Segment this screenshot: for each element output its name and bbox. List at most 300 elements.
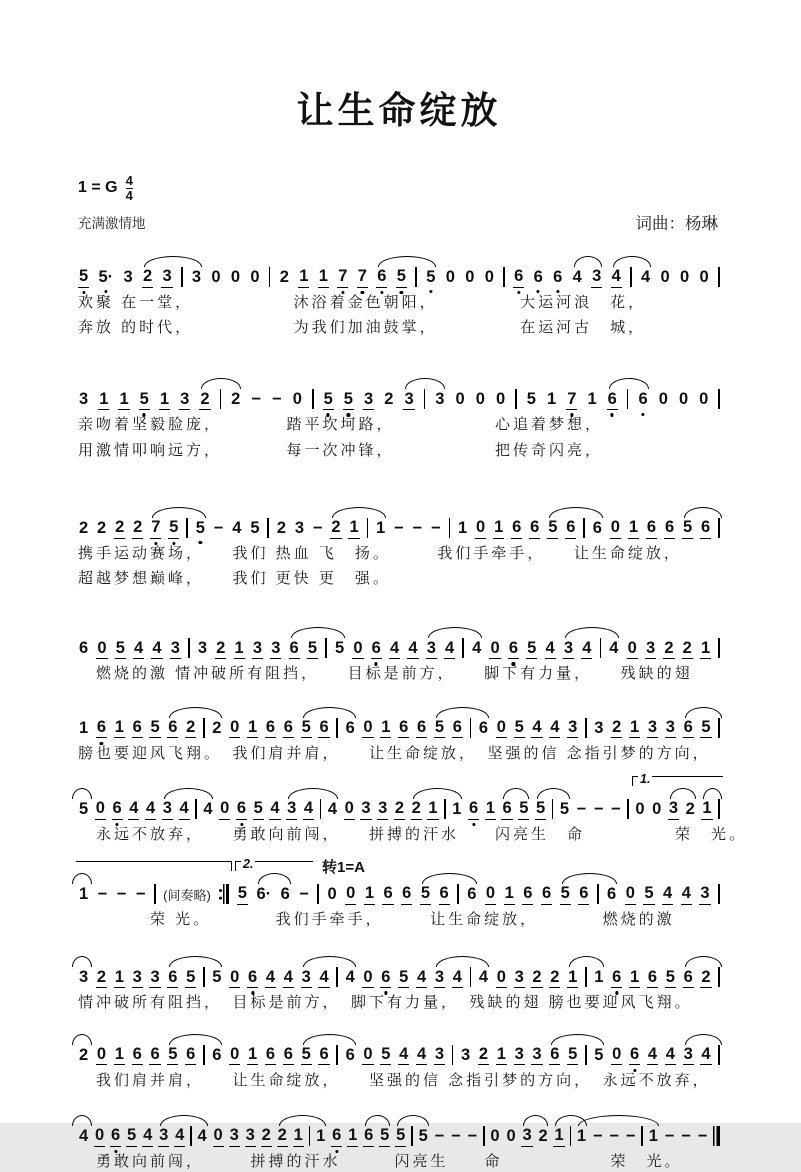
- note: [700, 1044, 711, 1066]
- note-number: 1: [380, 717, 391, 739]
- note-number: 5: [398, 967, 409, 989]
- barline: [718, 1045, 720, 1065]
- note: [699, 883, 710, 905]
- note: [98, 389, 109, 411]
- note: [247, 967, 258, 989]
- note: [179, 798, 190, 820]
- note: [552, 267, 563, 287]
- note: [679, 267, 690, 287]
- barline: [627, 389, 629, 409]
- note-number: −: [467, 1126, 478, 1145]
- note-number: 2: [663, 638, 674, 660]
- note-number: 4: [531, 717, 542, 739]
- note-number: 6: [468, 798, 479, 820]
- dash-note: [467, 1126, 479, 1146]
- barline: [203, 967, 205, 987]
- system-2: [78, 364, 720, 461]
- note: [303, 798, 314, 820]
- note-number: 4: [128, 798, 139, 820]
- note: [363, 1125, 374, 1147]
- note-number: 3: [79, 390, 89, 409]
- dash-note: [298, 884, 310, 904]
- note: [452, 967, 463, 989]
- note: [202, 799, 213, 819]
- note: [118, 389, 129, 411]
- note-number: 5: [323, 389, 334, 411]
- dash-note: [434, 1126, 446, 1146]
- barline: [336, 1045, 338, 1065]
- note: [514, 717, 525, 739]
- lyrics-line: 亲吻着坚毅脸庞， 踏平坎坷路， 心追着梦想，: [78, 416, 604, 434]
- note-number: 0: [635, 799, 645, 818]
- lyrics-line: 荣 光。 我们手牵手， 让生命绽放， 燃烧的激: [78, 911, 675, 929]
- note-number: 2: [682, 638, 693, 660]
- note: [628, 517, 639, 539]
- dash-note: [625, 1126, 637, 1146]
- note: [478, 718, 489, 738]
- note: [247, 1044, 258, 1066]
- lyrics-line: 奔放 的时代， 为我们加油鼓掌， 在运河古 城，: [78, 319, 647, 337]
- note-number: −: [213, 518, 224, 537]
- note-number: 0: [490, 1126, 500, 1145]
- note-number: 4: [452, 967, 463, 989]
- note: [149, 967, 160, 989]
- note-number: 2: [231, 390, 241, 409]
- note: [531, 717, 542, 739]
- note-number: 5: [343, 389, 354, 411]
- note-number: 6: [376, 266, 387, 288]
- note-number: 0: [362, 967, 373, 989]
- barline: [713, 1126, 720, 1146]
- note-number: 4: [472, 639, 482, 658]
- note: [362, 1044, 373, 1066]
- note: [94, 1125, 105, 1147]
- note: [360, 798, 371, 820]
- barline: [483, 1126, 485, 1146]
- note-number: 2: [549, 967, 560, 989]
- note: [648, 1126, 659, 1146]
- note: [318, 1044, 329, 1066]
- note-number: 4: [145, 798, 156, 820]
- note-number: 1: [553, 1125, 564, 1147]
- barline: [367, 518, 369, 538]
- note-number: 3: [434, 967, 445, 989]
- note: [345, 1045, 356, 1065]
- note-number: 6: [380, 967, 391, 989]
- note: [213, 1125, 224, 1147]
- note-number: 6: [132, 717, 143, 739]
- note: [398, 1044, 409, 1066]
- note-number: 2: [79, 1045, 89, 1064]
- note: [78, 1126, 89, 1146]
- note: [167, 1044, 178, 1066]
- note-number: 3: [647, 717, 658, 739]
- note: [265, 1044, 276, 1066]
- note-number: 4: [303, 798, 314, 820]
- note: [593, 1045, 604, 1065]
- note-number: −: [611, 799, 621, 818]
- note-number: 5: [334, 639, 345, 658]
- note: [158, 1125, 169, 1147]
- note-number: 1: [316, 1126, 326, 1145]
- note-number: 6: [398, 717, 409, 739]
- barline: [718, 267, 720, 287]
- note-number: 3: [665, 717, 676, 739]
- note-number: 1: [496, 1044, 507, 1066]
- note: [496, 717, 507, 739]
- note: [345, 967, 356, 987]
- note-number: 6: [318, 717, 329, 739]
- note: [682, 638, 693, 660]
- note: [566, 389, 577, 411]
- barline: [309, 1126, 311, 1146]
- note-number: 5: [149, 717, 160, 739]
- note-number: 5: [426, 267, 436, 286]
- tie-continuation-arc: [72, 788, 92, 799]
- note: [229, 967, 240, 989]
- note-number: 4: [398, 1044, 409, 1066]
- note: [294, 518, 305, 538]
- note-number: 2: [79, 518, 89, 537]
- note: [535, 798, 546, 820]
- interlude-note: (间奏略): [163, 887, 211, 903]
- note: [249, 518, 260, 538]
- note: [451, 799, 462, 819]
- volta-bracket: [632, 771, 723, 786]
- note-number: 6: [541, 883, 552, 905]
- note: [265, 967, 276, 989]
- note: [401, 883, 412, 905]
- note-number: 4: [647, 1044, 658, 1066]
- barline: [188, 638, 190, 658]
- note-number: 2: [199, 389, 210, 411]
- system-4: [78, 613, 720, 684]
- note: [219, 798, 230, 820]
- note-number: 2: [97, 518, 107, 537]
- note: [581, 638, 592, 660]
- note-number: 5: [195, 518, 205, 537]
- note: [593, 967, 604, 987]
- note-number: 1: [587, 390, 597, 409]
- note-number: 1: [318, 266, 329, 288]
- note-number: 5: [665, 967, 676, 989]
- note-number: 0: [229, 967, 240, 989]
- note-number: 3: [645, 638, 656, 660]
- note-number: 0: [344, 798, 355, 820]
- note: [283, 717, 294, 739]
- note-number: 4: [478, 968, 489, 987]
- note-number: 1: [576, 1126, 587, 1145]
- note-number: 3: [403, 389, 414, 411]
- note-number: 6: [283, 1044, 294, 1066]
- note-number: 2: [212, 718, 222, 737]
- note-number: 3: [668, 798, 679, 820]
- note: [362, 717, 373, 739]
- note: [426, 638, 437, 660]
- note-number: 0: [96, 1044, 107, 1066]
- note: [553, 1125, 564, 1147]
- note-number: 4: [662, 883, 673, 905]
- dash-note: [393, 518, 405, 538]
- note: [489, 1126, 500, 1146]
- note: [593, 718, 604, 738]
- note-number: 4: [416, 967, 427, 989]
- note: [215, 638, 226, 660]
- note: [326, 884, 337, 904]
- note: [276, 518, 287, 538]
- note: [420, 883, 431, 905]
- note: [471, 638, 482, 658]
- dash-note: [608, 1126, 620, 1146]
- note: [255, 884, 272, 904]
- note-number: −: [593, 799, 604, 818]
- barline: [190, 1126, 192, 1146]
- note-number: 0: [362, 1044, 373, 1066]
- note-number: 0: [327, 885, 337, 904]
- note-number: −: [625, 1126, 636, 1145]
- barline: [718, 638, 720, 658]
- note: [318, 717, 329, 739]
- note-number: 4: [133, 638, 144, 660]
- note-number: 1: [427, 798, 438, 820]
- note-number: 1: [114, 1044, 125, 1066]
- barline: [444, 799, 446, 819]
- note-number: 0: [229, 717, 240, 739]
- note-number: 3: [294, 518, 305, 537]
- note-number: 1: [567, 967, 578, 989]
- note: [668, 798, 679, 820]
- note-number: 2: [394, 798, 405, 820]
- note: [150, 517, 161, 539]
- dash-note: [697, 1126, 709, 1146]
- note: [468, 798, 479, 820]
- note-number: 1: [452, 799, 462, 818]
- note: [245, 1125, 256, 1147]
- note: [197, 1126, 208, 1146]
- note: [466, 884, 477, 904]
- note-number: 4: [407, 638, 418, 660]
- note-number: 3: [594, 718, 604, 737]
- note-number: 4: [581, 638, 592, 660]
- system-5: [78, 693, 720, 764]
- note: [610, 517, 621, 539]
- note: [647, 717, 658, 739]
- barline: [411, 1126, 413, 1146]
- note-number: 1: [159, 389, 170, 411]
- note: [298, 266, 309, 288]
- barline: [630, 267, 632, 287]
- notation-row: [78, 717, 720, 739]
- note: [211, 1045, 222, 1065]
- note-number: 4: [318, 967, 329, 989]
- note-number: −: [412, 518, 423, 537]
- note-number: 3: [286, 798, 297, 820]
- note: [139, 389, 150, 411]
- note-number: 0: [611, 1044, 622, 1066]
- key-signature: [78, 174, 720, 203]
- note-number: 1: [629, 717, 640, 739]
- note: [167, 967, 178, 989]
- system-8: [78, 942, 720, 1013]
- note-number: 4: [572, 267, 582, 286]
- note: [211, 967, 222, 987]
- note: [167, 717, 178, 739]
- note-number: 2: [132, 517, 143, 539]
- note-number: 5: [567, 1044, 578, 1066]
- note: [114, 517, 125, 539]
- barline: [585, 1045, 587, 1065]
- note-number: 5: [526, 390, 536, 409]
- lyrics-line: 膀也要迎风飞翔。 我们肩并肩， 让生命绽放， 坚强的信 念指引梦的方向，: [78, 744, 711, 762]
- note-number: 0: [699, 267, 709, 286]
- note: [643, 883, 654, 905]
- note-number: 6: [247, 967, 258, 989]
- note: [514, 967, 525, 989]
- note-number: −: [97, 885, 108, 904]
- note-number: 3: [514, 1044, 525, 1066]
- note-number: 0: [699, 390, 709, 409]
- note-number: 0: [345, 883, 356, 905]
- note-number: 4: [416, 1044, 427, 1066]
- note: [403, 389, 414, 411]
- note-number: 6: [96, 717, 107, 739]
- note-number: 3: [434, 1044, 445, 1066]
- note: [418, 1126, 429, 1146]
- note-number: 0: [96, 638, 107, 660]
- score-systems: [78, 242, 748, 1172]
- note: [96, 967, 107, 989]
- barline: [317, 884, 319, 904]
- note-number: 2: [279, 267, 289, 286]
- dash-note: [250, 389, 262, 409]
- barline: [269, 267, 271, 287]
- note: [376, 266, 387, 288]
- note: [396, 266, 407, 288]
- note-number: 5: [396, 266, 407, 288]
- note: [439, 883, 450, 905]
- note-number: 1: [485, 798, 496, 820]
- note: [252, 638, 263, 660]
- song-title: 让生命绽放: [296, 90, 502, 131]
- note-number: 6: [529, 517, 540, 539]
- note-number: 6: [664, 517, 675, 539]
- note: [662, 883, 673, 905]
- note: [132, 717, 143, 739]
- note: [249, 267, 260, 287]
- note: [611, 266, 622, 288]
- note-number: 6: [265, 717, 276, 739]
- note: [629, 1044, 640, 1066]
- note: [511, 517, 522, 539]
- note-number: 4: [79, 1126, 89, 1145]
- note: [521, 1125, 532, 1147]
- note: [126, 1125, 137, 1147]
- note: [496, 967, 507, 989]
- dash-note: [97, 884, 109, 904]
- barline: [641, 1126, 643, 1146]
- note-number: 0: [485, 883, 496, 905]
- note-number: 0: [678, 390, 689, 409]
- note-number: 6: [132, 1044, 143, 1066]
- note: [434, 967, 445, 989]
- barline: [503, 267, 505, 287]
- note: [565, 517, 576, 539]
- barline: [597, 884, 599, 904]
- note: [345, 718, 356, 738]
- note-number: −: [681, 1126, 691, 1145]
- note-number: 0: [489, 638, 500, 660]
- notation-row: [78, 966, 720, 988]
- note-number: 6: [363, 1125, 374, 1147]
- note-number: 5: [307, 638, 318, 660]
- note-number: 4: [327, 799, 337, 818]
- note-number: 6: [280, 885, 290, 904]
- note-number: 2: [215, 638, 226, 660]
- note: [611, 1044, 622, 1066]
- notation-row: [78, 637, 720, 659]
- note-number: 1: [701, 798, 712, 820]
- note-number: 0: [352, 638, 363, 660]
- note-number: 6: [565, 517, 576, 539]
- note: [444, 638, 455, 660]
- note-number: 4: [700, 1044, 711, 1066]
- note: [133, 638, 144, 660]
- note: [301, 717, 312, 739]
- note-number: 5: [700, 717, 711, 739]
- note-number: 6: [79, 639, 89, 658]
- note-number: 6: [683, 967, 694, 989]
- note-number: 1: [493, 517, 504, 539]
- note-number: 6: [501, 798, 512, 820]
- note-number: 5: [682, 517, 693, 539]
- note: [289, 638, 300, 660]
- note-number: 0: [475, 517, 486, 539]
- note-number: 0: [484, 267, 494, 286]
- note-number: 5: [420, 883, 431, 905]
- barline: [220, 389, 222, 409]
- note-number: 6: [149, 1044, 160, 1066]
- note-number: 5: [237, 883, 248, 905]
- note-number: 4: [611, 266, 622, 288]
- note: [647, 1044, 658, 1066]
- note: [501, 798, 512, 820]
- note: [452, 717, 463, 739]
- note: [280, 884, 291, 904]
- note: [394, 798, 405, 820]
- note-number: 1: [114, 717, 125, 739]
- note-number: 6: [607, 885, 617, 904]
- lyrics-line: 永远不放弃， 勇敢向前闯， 拼搏的汗水 闪亮生 命 荣 光。: [78, 825, 748, 843]
- note-number: 5: [559, 799, 570, 818]
- note-number: −: [592, 1126, 603, 1145]
- dash-note: [664, 1126, 676, 1146]
- note: [485, 883, 496, 905]
- note-number: 0: [211, 267, 221, 286]
- note-number: 6: [212, 1045, 222, 1064]
- note-number: 3: [252, 638, 263, 660]
- note: [683, 1044, 694, 1066]
- note: [475, 389, 486, 409]
- note: [685, 799, 696, 819]
- note-number: 3: [229, 1125, 240, 1147]
- note: [665, 717, 676, 739]
- system-10: [78, 1101, 720, 1172]
- note: [265, 717, 276, 739]
- barline: [320, 799, 322, 819]
- note: [292, 389, 303, 409]
- note: [700, 967, 711, 989]
- note: [174, 1125, 185, 1147]
